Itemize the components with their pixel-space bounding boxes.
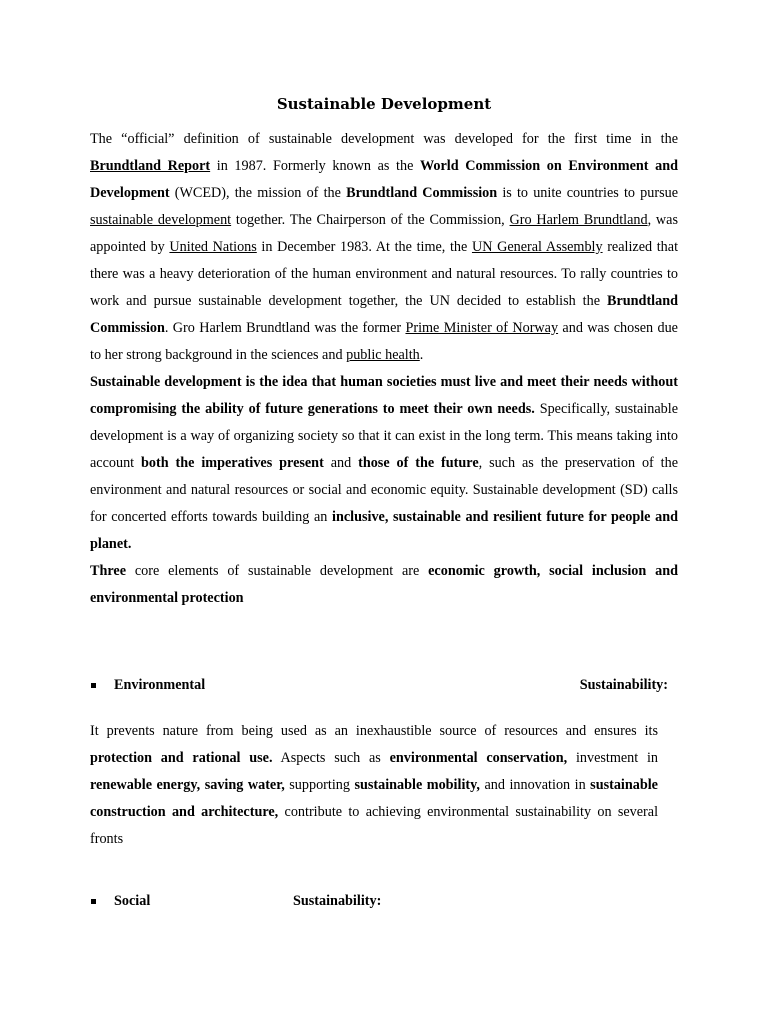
text-run: and was chosen due to her strong background in the sciences and — [90, 320, 678, 363]
document-body — [90, 126, 678, 612]
heading-label-right: Sustainability: — [293, 893, 382, 909]
bullet-square-icon — [91, 899, 96, 904]
paragraph-intro — [90, 126, 678, 369]
text-run: (WCED), the mission of the — [169, 185, 347, 201]
social-sustainability-heading — [90, 890, 390, 912]
link-brundtland-report[interactable]: Brundtland Report — [90, 158, 211, 174]
text-run: Aspects such as — [272, 750, 390, 766]
text-run: and innovation in — [479, 777, 591, 793]
text-run: in December 1983. At the time, the — [256, 239, 472, 255]
bold-protection: protection and rational use. — [90, 750, 273, 766]
bold-those-of-future: those of the future — [358, 455, 479, 471]
text-run: , was appointed by — [90, 212, 678, 255]
link-united-nations[interactable]: United Nations — [169, 239, 257, 255]
text-run: realized that there was a heavy deterioration of the human environment and natural resources. To rally countries to work and pursue sustainable development together, the UN decided to establish the — [90, 239, 679, 309]
text-run: The “official” definition of sustainable development was developed for the first time in the — [90, 131, 678, 147]
text-run: contribute to achieving environmental sustainability on several fronts — [90, 804, 659, 847]
link-prime-minister-norway[interactable]: Prime Minister of Norway — [405, 320, 559, 336]
text-run: . — [419, 347, 424, 363]
bold-core-elements: economic growth, social inclusion and environmental protection — [90, 563, 678, 606]
heading-label-left: Environmental — [114, 677, 206, 693]
paragraph-core-elements — [90, 558, 678, 612]
environmental-sustainability-heading — [90, 674, 668, 696]
bold-wced: World Commission on Environment and Development — [90, 158, 678, 201]
bold-environmental-conservation: environmental conservation, — [389, 750, 568, 766]
paragraph-environmental — [90, 718, 658, 853]
text-run: investment in — [567, 750, 659, 766]
text-run: It prevents nature from being used as an inexhaustible source of resources and ensures its — [90, 723, 658, 739]
environmental-sustainability-text — [90, 718, 658, 853]
heading-label-left: Social — [114, 893, 151, 909]
page-title: Sustainable Development — [276, 95, 492, 113]
bold-sustainable-mobility: sustainable mobility, — [354, 777, 480, 793]
text-run: and — [323, 455, 359, 471]
link-sustainable-development[interactable]: sustainable development — [90, 212, 232, 228]
text-run: core elements of sustainable development are — [126, 563, 429, 579]
text-run: . Gro Harlem Brundtland was the former — [164, 320, 406, 336]
bold-brundtland-commission: Brundtland Commission — [346, 185, 498, 201]
bold-brundtland-commission-2: Brundtland Commission — [90, 293, 678, 336]
bold-definition: Sustainable development is the idea that human societies must live and meet their needs without compromising the ability of future generations to meet their own needs. — [90, 374, 678, 417]
heading-label-right: Sustainability: — [579, 677, 668, 693]
bold-sustainable-construction: sustainable construction and architecture, — [90, 777, 658, 820]
bold-three: Three — [90, 563, 126, 579]
paragraph-definition — [90, 369, 678, 558]
text-run: , such as the preservation of the environment and natural resources or social and economic equity. Sustainable development (SD) calls for concerted efforts towards building an — [90, 455, 678, 525]
text-run: is to unite countries to pursue — [497, 185, 678, 201]
bold-imperatives-present: both the imperatives present — [141, 455, 324, 471]
text-run: supporting — [284, 777, 355, 793]
link-un-general-assembly[interactable]: UN General Assembly — [471, 239, 603, 255]
text-run: Specifically, sustainable development is a way of organizing society so that it can exist in the long term. This means taking into account — [90, 401, 678, 471]
bold-renewable-energy: renewable energy, saving water, — [90, 777, 285, 793]
bullet-square-icon — [91, 683, 96, 688]
bold-inclusive-future: inclusive, sustainable and resilient future for people and planet. — [90, 509, 678, 552]
link-gro-harlem-brundtland[interactable]: Gro Harlem Brundtland — [509, 212, 648, 228]
text-run: together. The Chairperson of the Commission, — [231, 212, 510, 228]
link-public-health[interactable]: public health — [346, 347, 420, 363]
text-run: in 1987. Formerly known as the — [210, 158, 420, 174]
